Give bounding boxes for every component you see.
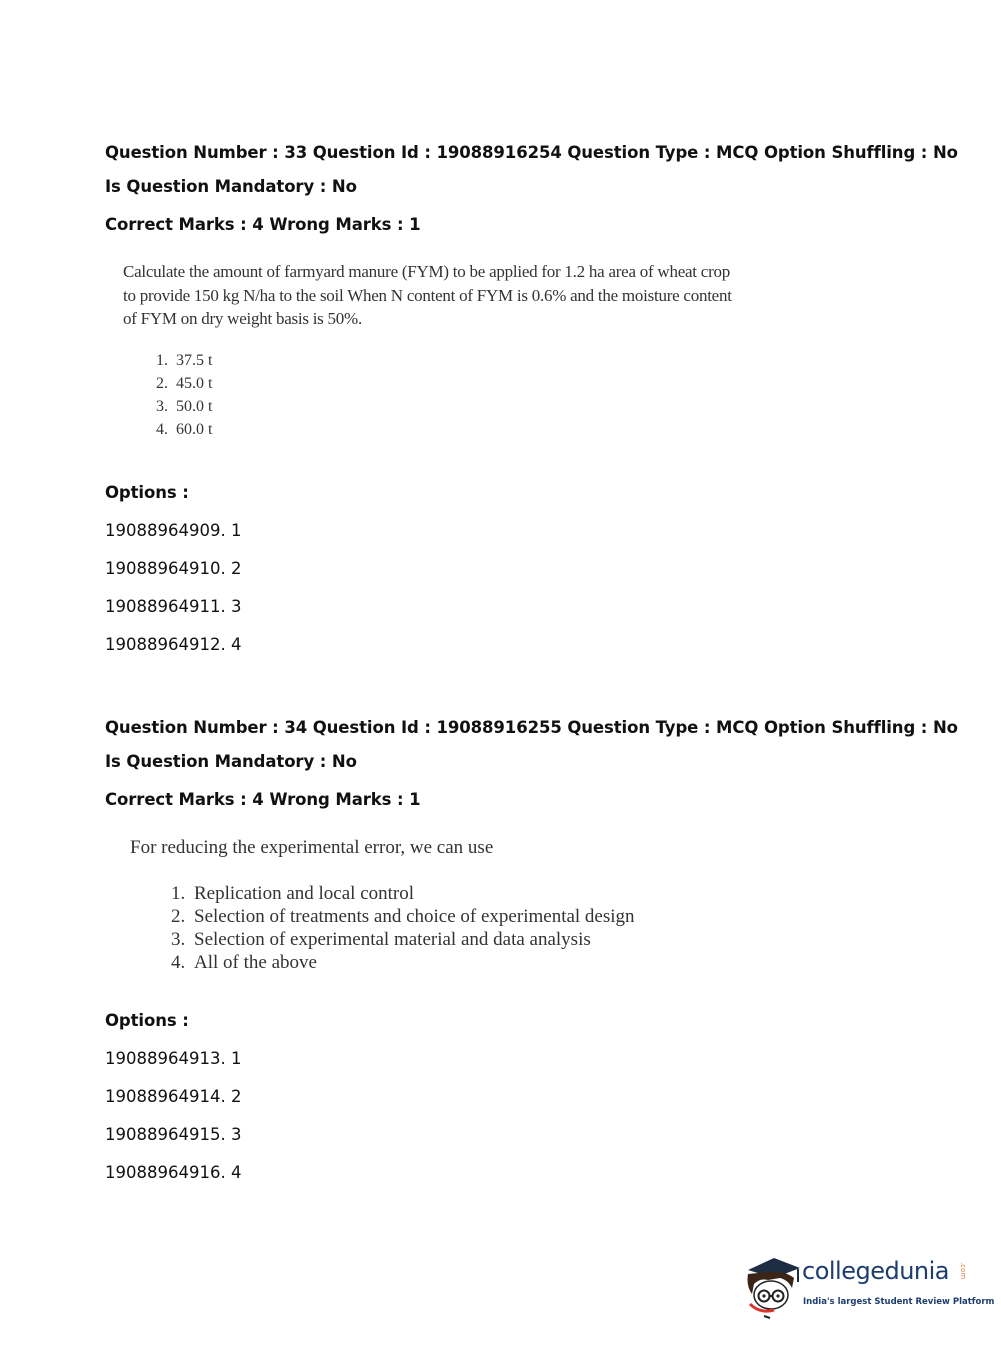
option-id: 19088964914. 2 bbox=[105, 1087, 242, 1106]
logo-tagline: India's largest Student Review Platform bbox=[803, 1297, 995, 1307]
option-id: 19088964910. 2 bbox=[105, 559, 242, 578]
option-id: 19088964909. 1 bbox=[105, 521, 242, 540]
choice-item: 3. Selection of experimental material and data analysis bbox=[190, 928, 690, 951]
option-id: 19088964916. 4 bbox=[105, 1163, 242, 1182]
mandatory-line: Is Question Mandatory : No bbox=[105, 752, 357, 771]
option-id: 19088964913. 1 bbox=[105, 1049, 242, 1068]
choice-list bbox=[123, 349, 743, 441]
marks-line: Correct Marks : 4 Wrong Marks : 1 bbox=[105, 215, 421, 234]
choice-item: 2. 45.0 t bbox=[172, 372, 743, 395]
marks-line: Correct Marks : 4 Wrong Marks : 1 bbox=[105, 790, 421, 809]
options-heading: Options : bbox=[105, 483, 189, 502]
option-id: 19088964912. 4 bbox=[105, 635, 242, 654]
question-meta-line: Question Number : 34 Question Id : 19088916255 Question Type : MCQ Option Shuffling : No bbox=[105, 718, 958, 737]
question-text-block bbox=[130, 836, 690, 974]
choice-item: 1. Replication and local control bbox=[190, 882, 690, 905]
choice-item: 1. 37.5 t bbox=[172, 349, 743, 372]
choice-item: 2. Selection of treatments and choice of experimental design bbox=[190, 905, 690, 928]
choice-list bbox=[130, 882, 690, 974]
option-id: 19088964915. 3 bbox=[105, 1125, 242, 1144]
logo-wordmark: collegedunia bbox=[802, 1257, 950, 1285]
choice-item: 4. All of the above bbox=[190, 951, 690, 974]
mandatory-line: Is Question Mandatory : No bbox=[105, 177, 357, 196]
options-heading: Options : bbox=[105, 1011, 189, 1030]
question-text-block bbox=[123, 260, 743, 441]
choice-item: 3. 50.0 t bbox=[172, 395, 743, 418]
mascot-icon bbox=[740, 1248, 802, 1320]
choice-item: 4. 60.0 t bbox=[172, 418, 743, 441]
question-stem-line: Calculate the amount of farmyard manure (FYM) to be applied for 1.2 ha area of wheat crop bbox=[123, 262, 730, 281]
question-stem-line: For reducing the experimental error, we can use bbox=[130, 837, 494, 858]
question-meta-line: Question Number : 33 Question Id : 19088916254 Question Type : MCQ Option Shuffling : No bbox=[105, 143, 958, 162]
logo-domain-suffix: .com bbox=[959, 1262, 967, 1280]
collegedunia-logo bbox=[740, 1248, 995, 1320]
option-id: 19088964911. 3 bbox=[105, 597, 242, 616]
question-stem-line: to provide 150 kg N/ha to the soil When N content of FYM is 0.6% and the moisture content bbox=[123, 285, 732, 305]
question-stem-line: of FYM on dry weight basis is 50%. bbox=[123, 309, 362, 328]
